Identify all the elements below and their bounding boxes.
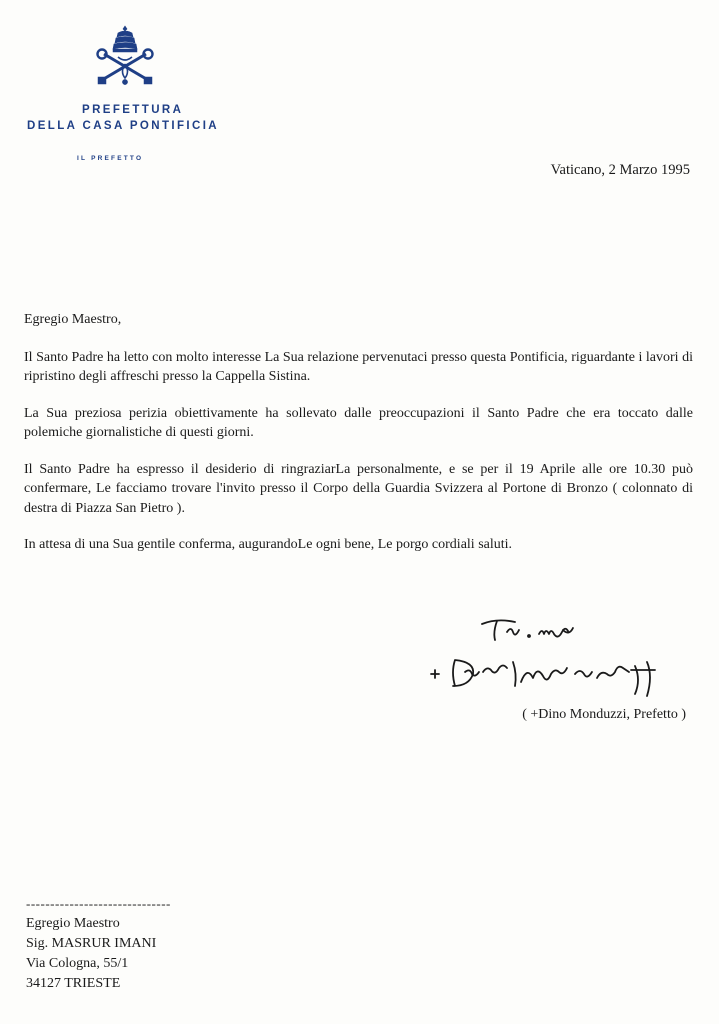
recipient-address xyxy=(26,914,156,994)
paragraph-1: Il Santo Padre ha letto con molto interesse La Sua relazione pervenutaci presso questa Pontificia, riguardante i lavori di ripristino degli affreschi presso la Cappella Sistina. xyxy=(24,349,693,384)
paragraph-2: La Sua preziosa perizia obiettivamente ha sollevato dalle preoccupazioni il Santo Padre che era toccato dalle polemiche giornalistiche di questi giorni. xyxy=(24,405,693,440)
address-line-1: Egregio Maestro xyxy=(26,916,120,931)
papal-coat-of-arms-icon xyxy=(96,24,154,88)
greeting: Egregio Maestro, xyxy=(24,312,122,327)
office-title: IL PREFETTO xyxy=(77,155,144,162)
paragraph-3: Il Santo Padre ha espresso il desiderio di ringraziarLa personalmente, e se per il 19 Aprile alle ore 10.30 può confermare, Le facciamo trovare l'invito presso il Corpo della Guardia Svizzera al Portone di Bronzo ( colonnato di destra di Piazza San Pietro ). xyxy=(24,461,693,516)
letter-body xyxy=(24,310,693,572)
signatory-name: ( +Dino Monduzzi, Prefetto ) xyxy=(522,707,686,722)
address-line-2: Sig. MASRUR IMANI xyxy=(26,936,157,951)
address-line-4: 34127 TRIESTE xyxy=(26,976,121,991)
paragraph-4: In attesa di una Sua gentile conferma, augurandoLe ogni bene, Le porgo cordiali saluti. xyxy=(24,537,513,552)
institution-name-line1: PREFETTURA xyxy=(82,104,184,116)
address-separator: ------------------------------ xyxy=(26,896,171,911)
handwritten-signature xyxy=(425,610,705,700)
address-line-3: Via Cologna, 55/1 xyxy=(26,956,129,971)
letter-date: Vaticano, 2 Marzo 1995 xyxy=(550,162,690,178)
institution-name-line2: DELLA CASA PONTIFICIA xyxy=(27,120,220,132)
